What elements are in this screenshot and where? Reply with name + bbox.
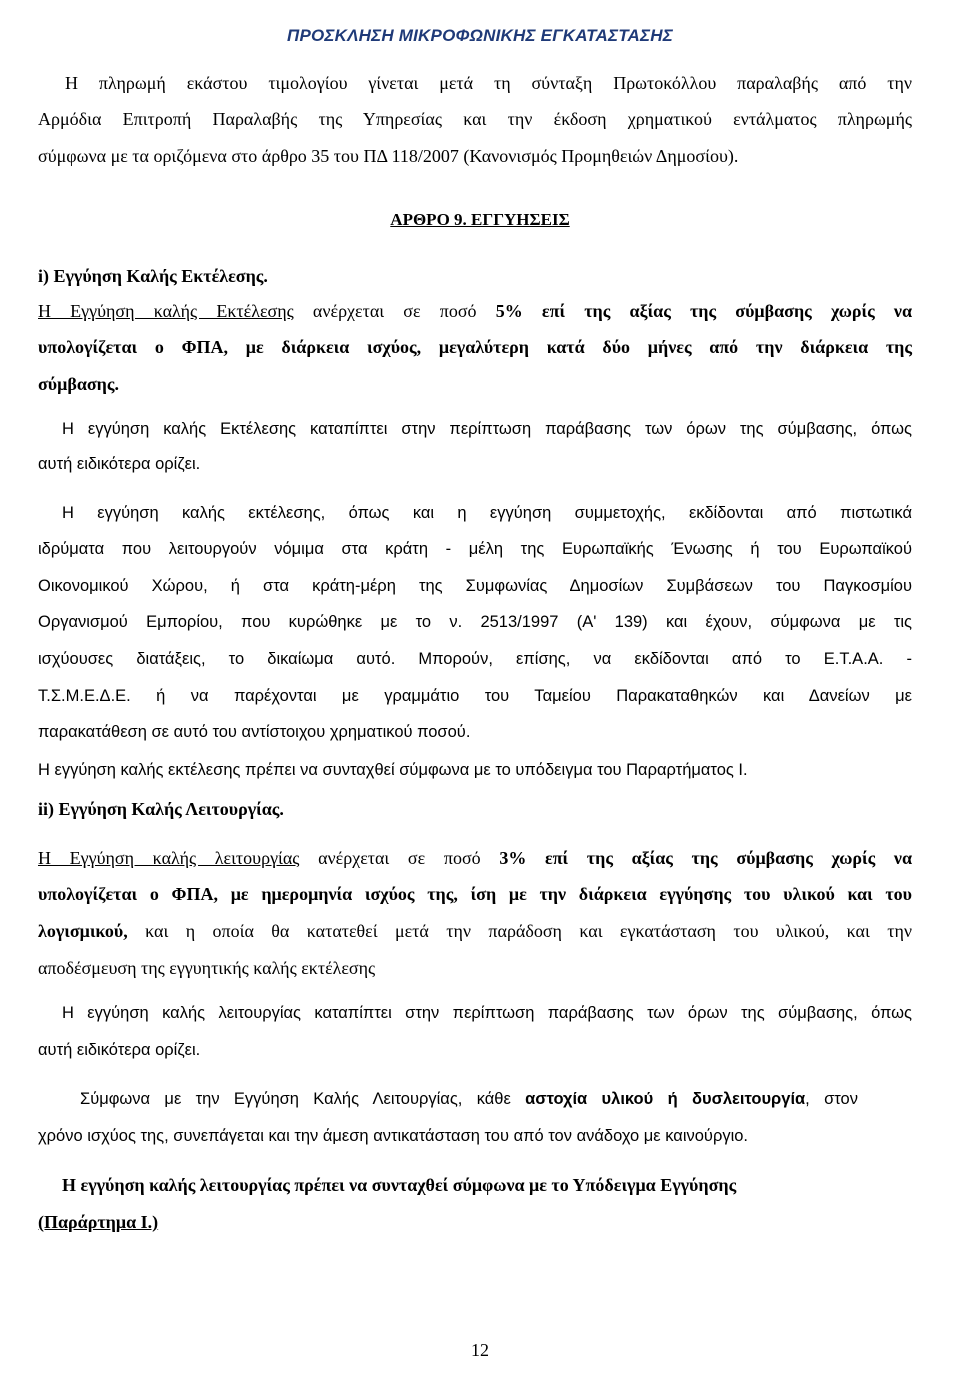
page-number: 12: [471, 1340, 489, 1360]
performance-amount-text: ανέρχεται σε ποσό: [293, 301, 496, 321]
operation-forfeit-line-2: αυτή ειδικότερα ορίζει.: [38, 1041, 201, 1059]
issuers-line-6: Τ.Σ.Μ.Ε.Δ.Ε. ή να παρέχονται με γραμμάτιο του Ταμείου Παρακαταθηκών και Δανείων με: [38, 687, 912, 705]
operation-guarantee-link-text: Η Εγγύηση καλής λειτουργίας: [38, 848, 300, 868]
performance-guarantee-link-text: Η Εγγύηση καλής Εκτέλεσης: [38, 301, 294, 321]
operation-amount-line-1: [38, 840, 912, 877]
issuers-line-4: Οργανισμού Εμπορίου, που κυρώθηκε με το ν. 2513/1997 (Α' 139) και έχουν, σύμφωνα με τις: [38, 613, 912, 631]
page-header-title: ΠΡΟΣΚΛΗΣΗ ΜΙΚΡΟΦΩΝΙΚΗΣ ΕΓΚΑΤΑΣΤΑΣΗΣ: [287, 26, 673, 45]
operation-forfeit-line-1: Η εγγύηση καλής λειτουργίας καταπίπτει στην περίπτωση παράβασης των όρων της σύμβασης, όπως: [62, 1004, 912, 1022]
performance-amount-line-3: σύμβασης.: [38, 374, 119, 394]
operation-amount-text: ανέρχεται σε ποσό: [299, 848, 500, 868]
issuers-line-3: Οικονομικού Χώρου, ή στα κράτη-μέρη της Συμφωνίας Δημοσίων Συμβάσεων του Παγκοσμίου: [38, 577, 912, 595]
issuers-line-2: ιδρύματα που λειτουργούν νόμιμα στα κράτη - μέλη της Ευρωπαϊκής Ένωσης ή του Ευρωπαϊκού: [38, 540, 912, 558]
issuers-line-5: ισχύουσες διατάξεις, το δικαίωμα αυτό. Μπορούν, επίσης, να εκδίδονται από το Ε.Τ.Α.Α. -: [38, 650, 912, 668]
article-heading: ΑΡΘΡΟ 9. ΕΓΓΥΗΣΕΙΣ: [390, 210, 570, 229]
operation-template-line-1: Η εγγύηση καλής λειτουργίας πρέπει να συνταχθεί σύμφωνα με το Υπόδειγμα Εγγύησης: [62, 1175, 737, 1195]
operation-amount-line-4: αποδέσμευση της εγγυητικής καλής εκτέλεσης: [38, 958, 376, 978]
replacement-bold-text: αστοχία υλικού ή δυσλειτουργία: [525, 1090, 806, 1108]
performance-template-line: Η εγγύηση καλής εκτέλεσης πρέπει να συνταχθεί σύμφωνα με το υπόδειγμα του Παραρτήματος Ι.: [38, 761, 748, 779]
operation-heading: ii) Εγγύηση Καλής Λειτουργίας.: [38, 799, 284, 819]
payment-line-2: Αρμόδια Επιτροπή Παραλαβής της Υπηρεσίας και την έκδοση χρηματικού εντάλματος πληρωμής: [38, 109, 912, 129]
operation-amount-line-3-rest: και η οποία θα κατατεθεί μετά την παράδοση και εγκατάσταση του υλικού, και την: [127, 921, 912, 941]
payment-line-1: Η πληρωμή εκάστου τιμολογίου γίνεται μετά τη σύνταξη Πρωτοκόλλου παραλαβής από την: [65, 73, 912, 93]
performance-forfeit-line-2: αυτή ειδικότερα ορίζει.: [38, 455, 201, 473]
performance-amount-line-1: [38, 293, 912, 330]
performance-percentage-text: 5% επί της αξίας της σύμβασης χωρίς να: [495, 301, 912, 321]
performance-forfeit-line-1: Η εγγύηση καλής Εκτέλεσης καταπίπτει στην περίπτωση παράβασης των όρων της σύμβασης, όπως: [62, 420, 912, 438]
performance-amount-line-2: υπολογίζεται ο ΦΠΑ, με διάρκεια ισχύος, μεγαλύτερη κατά δύο μήνες από την διάρκεια της: [38, 337, 912, 357]
replacement-text-c: , στον: [805, 1090, 858, 1108]
replacement-line-1: [80, 1082, 858, 1118]
payment-line-3: σύμφωνα με τα οριζόμενα στο άρθρο 35 του ΠΔ 118/2007 (Κανονισμός Προμηθειών Δημοσίου).: [38, 146, 739, 166]
operation-software-text: λογισμικού,: [38, 921, 128, 941]
performance-heading: i) Εγγύηση Καλής Εκτέλεσης.: [38, 266, 268, 286]
operation-amount-line-3: [38, 913, 912, 950]
replacement-line-2: χρόνο ισχύος της, συνεπάγεται και την άμεση αντικατάσταση του από τον ανάδοχο με καινούργιο.: [38, 1127, 749, 1145]
operation-percentage-text: 3% επί της αξίας της σύμβασης χωρίς να: [499, 848, 912, 868]
operation-amount-line-2: υπολογίζεται ο ΦΠΑ, με ημερομηνία ισχύος της, ίση με την διάρκεια εγγύησης του υλικού και του: [38, 884, 912, 904]
operation-template-line-2: (Παράρτημα Ι.): [38, 1212, 159, 1232]
issuers-line-7: παρακατάθεση σε αυτό του αντίστοιχου χρηματικού ποσού.: [38, 723, 471, 741]
replacement-text-a: Σύμφωνα με την Εγγύηση Καλής Λειτουργίας, κάθε: [80, 1090, 526, 1108]
issuers-line-1: Η εγγύηση καλής εκτέλεσης, όπως και η εγγύηση συμμετοχής, εκδίδονται από πιστωτικά: [62, 504, 912, 522]
